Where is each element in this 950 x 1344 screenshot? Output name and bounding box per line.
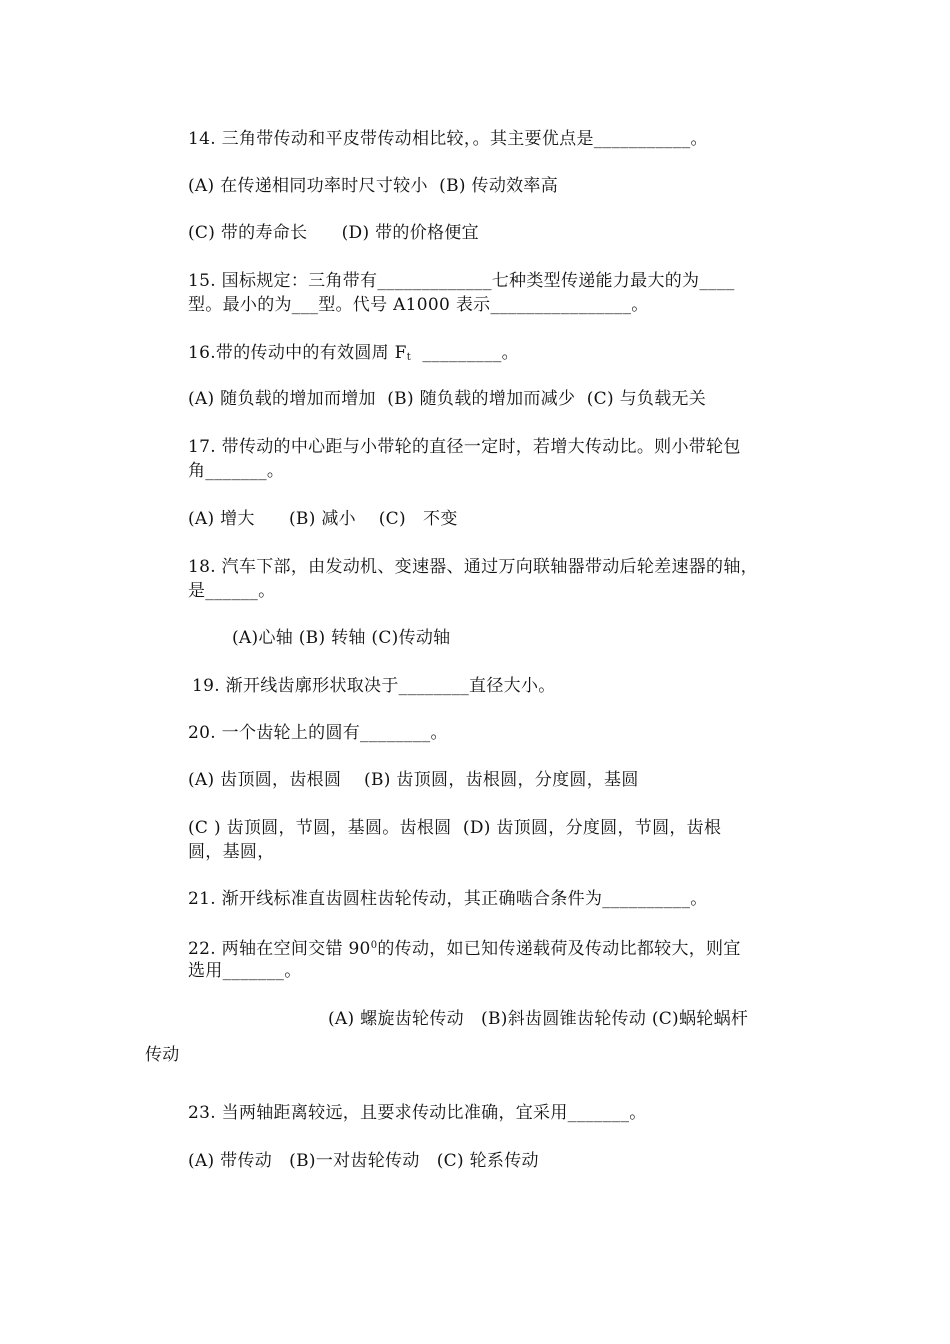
- question-16-options: (A) 随负载的增加而增加 (B) 随负载的增加而减少 (C) 与负载无关: [188, 389, 707, 409]
- question-17-options: (A) 增大 (B) 减小 (C) 不变: [188, 509, 458, 529]
- question-23: 23. 当两轴距离较远，且要求传动比准确，宜采用_______。: [188, 1103, 647, 1123]
- question-22-options-cont: 传动: [145, 1045, 180, 1065]
- question-18-options: (A)心轴 (B) 转轴 (C)传动轴: [232, 628, 451, 648]
- question-19: 19. 渐开线齿廓形状取决于________直径大小。: [192, 676, 556, 696]
- question-14-options-ab: (A) 在传递相同功率时尺寸较小 (B) 传动效率高: [188, 176, 559, 196]
- question-21: 21. 渐开线标准直齿圆柱齿轮传动，其正确啮合条件为__________。: [188, 889, 708, 909]
- question-18-line-1: 18. 汽车下部，由发动机、变速器、通过万向联轴器带动后轮差速器的轴，: [188, 557, 758, 577]
- question-18-line-2: 是______。: [188, 581, 276, 601]
- question-16: [188, 342, 519, 369]
- question-22-line-2: 选用_______。: [188, 961, 302, 981]
- question-16-blank: _________。: [411, 343, 519, 363]
- question-16-text: 16.带的传动中的有效圆周 F: [188, 343, 407, 363]
- question-15-line-1: 15. 国标规定：三角带有_____________七种类型传递能力最大的为____: [188, 271, 735, 291]
- question-14: 14. 三角带传动和平皮带传动相比较，。其主要优点是___________。: [188, 129, 708, 149]
- question-20-options-ab: (A) 齿顶圆，齿根圆 (B) 齿顶圆，齿根圆，分度圆，基圆: [188, 770, 639, 790]
- subscript-t: t: [406, 352, 412, 363]
- superscript-degree: 0: [370, 940, 378, 951]
- question-22-text-cont: 的传动，如已知传递载荷及传动比都较大，则宜: [377, 939, 741, 959]
- question-14-options-cd: (C) 带的寿命长 (D) 带的价格便宜: [188, 223, 479, 243]
- question-20-options-cd: (C ) 齿顶圆，节圆，基圆。齿根圆 (D) 齿顶圆，分度圆，节圆，齿根: [188, 818, 722, 838]
- question-17-line-1: 17. 带传动的中心距与小带轮的直径一定时，若增大传动比。则小带轮包: [188, 437, 741, 457]
- question-22-text: 22. 两轴在空间交错 90: [188, 939, 371, 959]
- question-20: 20. 一个齿轮上的圆有________。: [188, 723, 448, 743]
- question-22-options: (A) 螺旋齿轮传动 (B)斜齿圆锥齿轮传动 (C)蜗轮蜗杆: [328, 1009, 749, 1029]
- question-22-line-1: [188, 935, 741, 960]
- question-17-line-2: 角_______。: [188, 461, 285, 481]
- question-20-options-cd-cont: 圆，基圆，: [188, 842, 275, 862]
- question-15-line-2: 型。最小的为___型。代号 A1000 表示________________。: [188, 295, 649, 315]
- question-23-options: (A) 带传动 (B)一对齿轮传动 (C) 轮系传动: [188, 1151, 539, 1171]
